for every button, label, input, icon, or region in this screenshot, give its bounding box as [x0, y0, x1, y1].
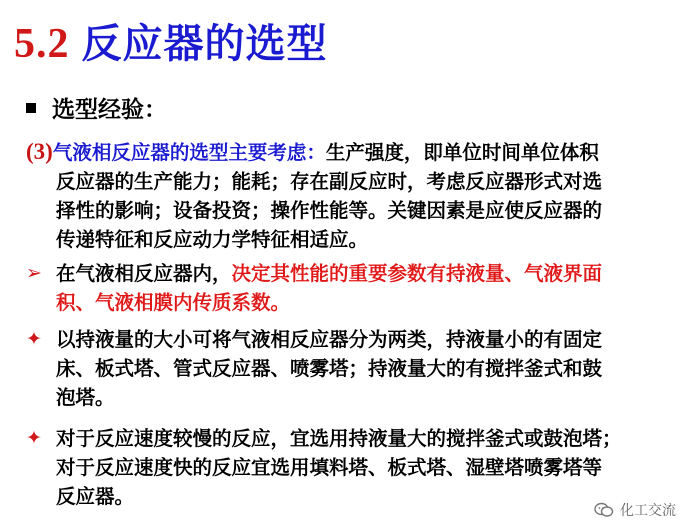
bullet-line: 对于反应速度快的反应宜选用填料塔、板式塔、湿壁塔喷雾塔等	[56, 456, 603, 479]
watermark	[594, 500, 676, 520]
paragraph-label: (3)	[26, 139, 53, 164]
section-heading-text: 选型经验：	[52, 97, 167, 123]
bullet-line: 对于反应速度较慢的反应，宜选用持液量大的搅拌釜式或鼓泡塔；	[56, 427, 622, 450]
star-bullet-icon: ✦	[26, 328, 42, 350]
bullet-red-text: 积、气液相膜内传质系数。	[56, 291, 291, 314]
paragraph-line: 反应器的生产能力；能耗；存在副反应时，考虑反应器形式对选	[56, 170, 603, 193]
paragraph-highlight: 气液相反应器的选型主要考虑：	[52, 141, 326, 164]
bullet-line: 泡塔。	[56, 386, 115, 409]
bullet-line: 床、板式塔、管式反应器、喷雾塔；持液量大的有搅拌釜式和鼓	[56, 357, 603, 380]
paragraph-line: 择性的影响；设备投资；操作性能等。关键因素是应使反应器的	[56, 199, 603, 222]
square-bullet-icon	[26, 103, 36, 113]
bullet-lead: 在气液相反应器内，	[56, 262, 232, 285]
bullet-red-text: 决定其性能的重要参数有持液量、气液界面	[231, 262, 603, 285]
paragraph-line-1	[26, 137, 602, 167]
title-text: 反应器的选型	[81, 21, 328, 67]
bullet-item	[56, 259, 602, 317]
bullet-line	[56, 259, 602, 288]
paragraph-text: 生产强度，即单位时间单位体积	[325, 141, 599, 164]
bullet-line: 反应器。	[56, 485, 135, 508]
bullet-item	[56, 424, 622, 511]
star-bullet-icon: ✦	[26, 427, 42, 449]
watermark-text: 化工交流	[620, 503, 676, 519]
paragraph-3	[26, 137, 602, 254]
title-number: 5.2	[14, 21, 70, 67]
page-title	[14, 12, 328, 69]
arrow-bullet-icon: ➢	[26, 262, 42, 284]
section-heading	[26, 91, 167, 124]
bullet-line: 以持液量的大小可将气液相反应器分为两类，持液量小的有固定	[56, 328, 603, 351]
bullet-item	[56, 325, 602, 412]
wechat-icon	[594, 502, 614, 518]
paragraph-line: 传递特征和反应动力学特征相适应。	[56, 228, 369, 251]
